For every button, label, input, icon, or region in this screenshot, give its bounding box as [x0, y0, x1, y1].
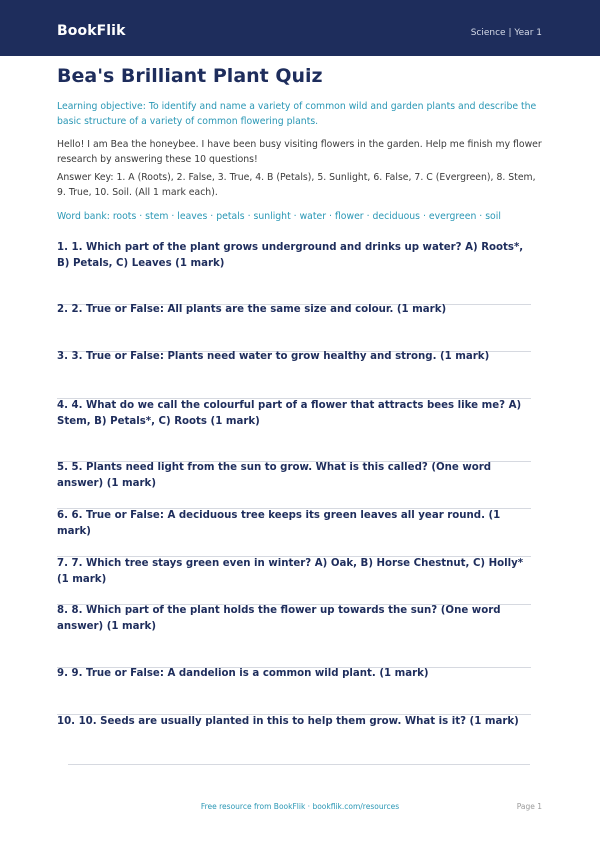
footer-credit[interactable]: Free resource from BookFlik · bookflik.com/resources — [200, 802, 400, 811]
question-2: 2. 2. True or False: All plants are the same size and colour. (1 mark) — [57, 304, 447, 315]
intro-text: Hello! I am Bea the honeybee. I have been busy visiting flowers in the garden. Help me finish my flower research by answering these 10 questions! — [57, 139, 542, 165]
question-3: 3. 3. True or False: Plants need water to grow healthy and strong. (1 mark) — [57, 351, 490, 362]
question-5: 5. 5. Plants need light from the sun to grow. What is this called? (One word answer) (1 mark) — [57, 462, 492, 489]
question-7: 7. 7. Which tree stays green even in winter? A) Oak, B) Horse Chestnut, C) Holly* (1 mark) — [57, 558, 524, 585]
question-6: 6. 6. True or False: A deciduous tree keeps its green leaves all year round. (1 mark) — [57, 510, 501, 537]
question-1: 1. 1. Which part of the plant grows underground and drinks up water? A) Roots*, B) Petals, C) Leaves (1 mark) — [57, 242, 524, 269]
answer-line-10 — [68, 764, 530, 765]
word-bank: Word bank: roots · stem · leaves · petals · sunlight · water · flower · deciduous · evergreen · soil — [57, 211, 501, 222]
learning-objective: Learning objective: To identify and name a variety of common wild and garden plants and describe the basic structure of a variety of common flowering plants. — [57, 101, 537, 127]
page-number: Page 1 — [516, 802, 542, 811]
answer-key: Answer Key: 1. A (Roots), 2. False, 3. True, 4. B (Petals), 5. Sunlight, 6. False, 7. C (Evergreen), 8. Stem, 9. True, 10. Soil. (All 1 mark each). — [57, 172, 536, 198]
brand-logo[interactable]: BookFlik — [57, 23, 126, 39]
question-8: 8. 8. Which part of the plant holds the flower up towards the sun? (One word answer) (1 mark) — [57, 605, 501, 632]
page-title: Bea's Brilliant Plant Quiz — [57, 65, 323, 87]
question-4: 4. 4. What do we call the colourful part of a flower that attracts bees like me? A) Stem, B) Petals*, C) Roots (1 mark) — [57, 400, 522, 427]
question-10: 10. 10. Seeds are usually planted in this to help them grow. What is it? (1 mark) — [57, 716, 519, 727]
question-9: 9. 9. True or False: A dandelion is a common wild plant. (1 mark) — [57, 668, 429, 679]
page-header — [0, 0, 600, 56]
subject-year: Science | Year 1 — [470, 28, 542, 38]
